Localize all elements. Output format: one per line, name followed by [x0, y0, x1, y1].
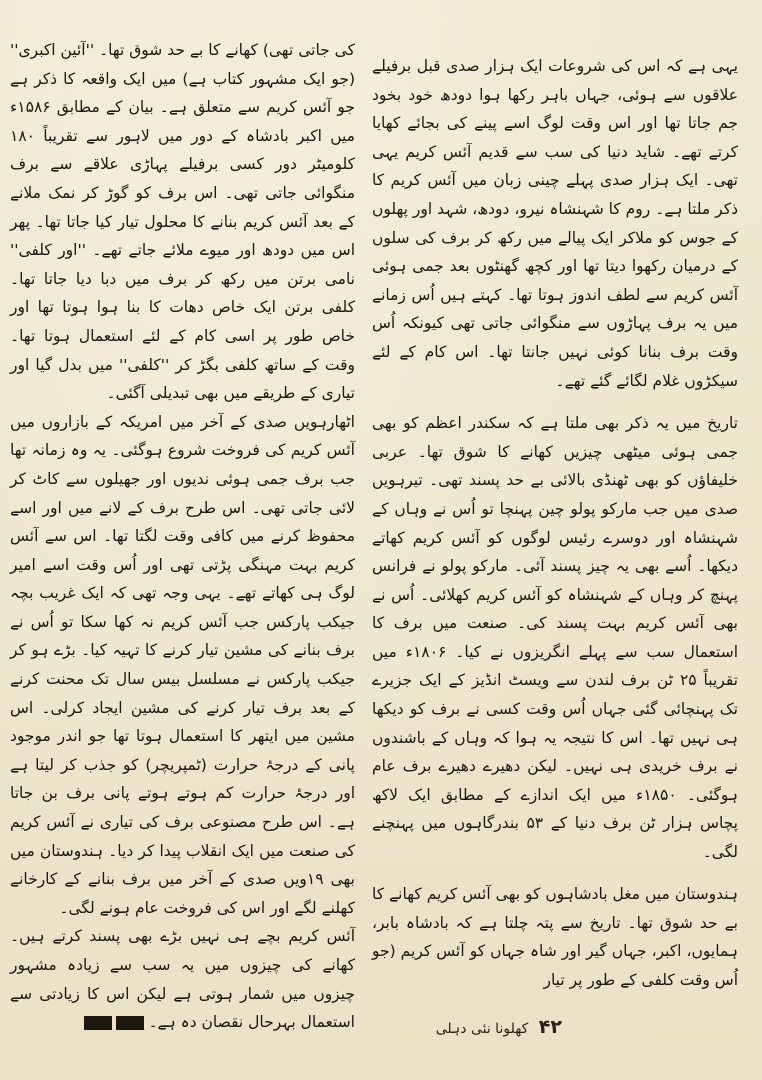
end-block [116, 1016, 144, 1030]
article-paragraph: کی جاتی تھی) کھانے کا بے حد شوق تھا۔ ''آئین اکبری'' (جو ایک مشہور کتاب ہے) میں ایک واقعہ کا ذکر ہے جو آئس کریم سے متعلق ہے۔ بیان کے مطابق ۱۵۸۶ء میں اکبر بادشاہ کے دور میں لاہور سے تقریباً ۱۸۰ کلومیٹر دور کسی برفیلے پہاڑی علاقے سے برف منگوائی جاتی تھی۔ اس برف کو گوڑ کر نمک ملانے کے بعد آئس کریم بنانے کا محلول تیار کیا جاتا تھا۔ پھر اس میں دودھ اور میوے ملائے جاتے تھے۔ ''اور کلفی'' نامی برتن میں رکھ کر برف میں دبا دیا جاتا تھا۔ کلفی برتن ایک خاص دھات کا بنا ہوا ہوتا تھا اور خاص طور پر اسی کام کے لئے استعمال ہوتا تھا۔ وقت کے ساتھ کلفی بگڑ کر ''کلفی'' میں بدل گیا اور تیاری کے طریقے میں بھی تبدیلی آگئی۔ [10, 41, 355, 403]
left-column [10, 36, 355, 1032]
end-block [84, 1016, 112, 1030]
article-end-marks [84, 1008, 148, 1037]
article-paragraph [10, 922, 355, 1037]
article-paragraph: یہی ہے کہ اس کی شروعات ایک ہزار صدی قبل برفیلے علاقوں سے ہوئی، جہاں باہر رکھا ہوا دودھ خود بخود جم جاتا تھا اور اس وقت لوگ اسے پینے کی بجائے کھایا کرتے تھے۔ شاید دنیا کی سب سے قدیم آئس کریم یہی تھی۔ ایک ہزار صدی پہلے چینی زبان میں آئس کریم کا ذکر ملتا ہے۔ روم کا شہنشاہ نیرو، دودھ، شہد اور پھلوں کے جوس کو ملاکر ایک پیالے میں رکھ کر برف کی سلوں کے درمیان رکھوا دیتا تھا اور کچھ گھنٹوں بعد جمی ہوئی آئس کریم سے لطف اندوز ہوتا تھا۔ کہتے ہیں اُس زمانے میں یہ برف پہاڑوں سے منگوائی جاتی تھی کیونکہ اُس وقت برف بنانا کوئی نہیں جانتا تھا۔ اس کام کے لئے سیکڑوں غلام لگائے گئے تھے۔ [372, 57, 738, 390]
article-paragraph: تاریخ میں یہ ذکر بھی ملتا ہے کہ سکندر اعظم کو بھی جمی ہوئی میٹھی چیزیں کھانے کا شوق تھا۔ عربی خلیفاؤں کو بھی ٹھنڈی بالائی بے حد پسند تھی۔ تیرہویں صدی میں جب مارکو پولو چین پہنچا تو اُس نے وہاں کے شہنشاہ اور دوسرے رئیس لوگوں کو آئس کریم کھاتے دیکھا۔ اُسے بھی یہ چیز پسند آئی۔ مارکو پولو نے فرانس پہنچ کر وہاں کے شہنشاہ کو آئس کریم کھلائی۔ اُس نے بھی آئس کریم بہت پسند کی۔ صنعت میں برف کا استعمال سب سے پہلے انگریزوں نے کیا۔ ۱۸۰۶ء میں تقریباً ۲۵ ٹن برف لندن سے ویسٹ انڈیز کے ایک جزیرے تک پہنچائی گئی جہاں اُس وقت کسی نے برف کو دیکھا ہی نہیں تھا۔ اس کا نتیجہ یہ ہوا کہ وہاں کے باشندوں نے برف خریدی ہی نہیں۔ لیکن دھیرے دھیرے برف عام ہوگئی۔ ۱۸۵۰ء میں ایک اندازے کے مطابق ایک لاکھ پچاس ہزار ٹن برف دنیا کے ۵۳ بندرگاہوں میں پہنچنے لگی۔ [372, 414, 739, 862]
article-closing-text: آئس کریم بچے ہی نہیں بڑے بھی پسند کرتے ہیں۔ کھانے کی چیزوں میں یہ سب سے زیادہ مشہور چیزوں میں شمار ہوتی ہے لیکن اس کا زیادتی سے استعمال بہرحال نقصان دہ ہے۔ [10, 927, 355, 1032]
page-number: ۴۲ [538, 1016, 562, 1038]
right-column-top [372, 52, 739, 862]
page-footer [436, 1016, 562, 1038]
paragraph-gap [372, 395, 738, 409]
right-column-bottom [372, 880, 738, 989]
article-paragraph: ہندوستان میں مغل بادشاہوں کو بھی آئس کریم کھانے کا بے حد شوق تھا۔ تاریخ سے پتہ چلتا ہے کہ بادشاہ بابر، ہمایوں، اکبر، جہاں گیر اور شاہ جہاں کو آئس کریم (جو اُس وقت کلفی کے طور پر تیار [372, 885, 738, 989]
article-paragraph: اٹھارہویں صدی کے آخر میں امریکہ کے بازاروں میں آئس کریم کی فروخت شروع ہوگئی۔ یہ وہ زمانہ تھا جب برف جمی ہوئی ندیوں اور جھیلوں سے کاٹ کر لائی جاتی تھی۔ اس طرح برف کے لانے میں اور اسے محفوظ کرنے میں کافی وقت لگتا تھا۔ اس سے آئس کریم بہت مہنگی پڑتی تھی اور اُس وقت اسے امیر لوگ ہی کھاتے تھے۔ یہی وجہ تھی کہ ایک غریب بچہ جیکب پارکس جب آئس کریم نہ کھا سکا تو اُس نے برف بنانے کی مشین تیار کرنے کا تہیہ کیا۔ بڑے ہو کر جیکب پارکس نے مسلسل بیس سال تک محنت کرنے کے بعد برف تیار کرنے کی مشین ایجاد کرلی۔ اس مشین میں ایتھر کا استعمال ہوتا تھا جو اندر موجود پانی کے درجۂ حرارت (ٹمپریچر) کو جذب کر لیتا ہے اور درجۂ حرارت کم ہوتے ہوتے پانی برف بن جاتا ہے۔ اس طرح مصنوعی برف کی تیاری نے آئس کریم کی صنعت میں ایک انقلاب پیدا کر دیا۔ ہندوستان میں بھی ۱۹ویں صدی کے آخر میں برف بنانے کے کارخانے کھلنے لگے اور اس کی فروخت عام ہونے لگی۔ [10, 412, 355, 917]
magazine-label: کھلونا نئی دہلی [435, 1021, 529, 1037]
